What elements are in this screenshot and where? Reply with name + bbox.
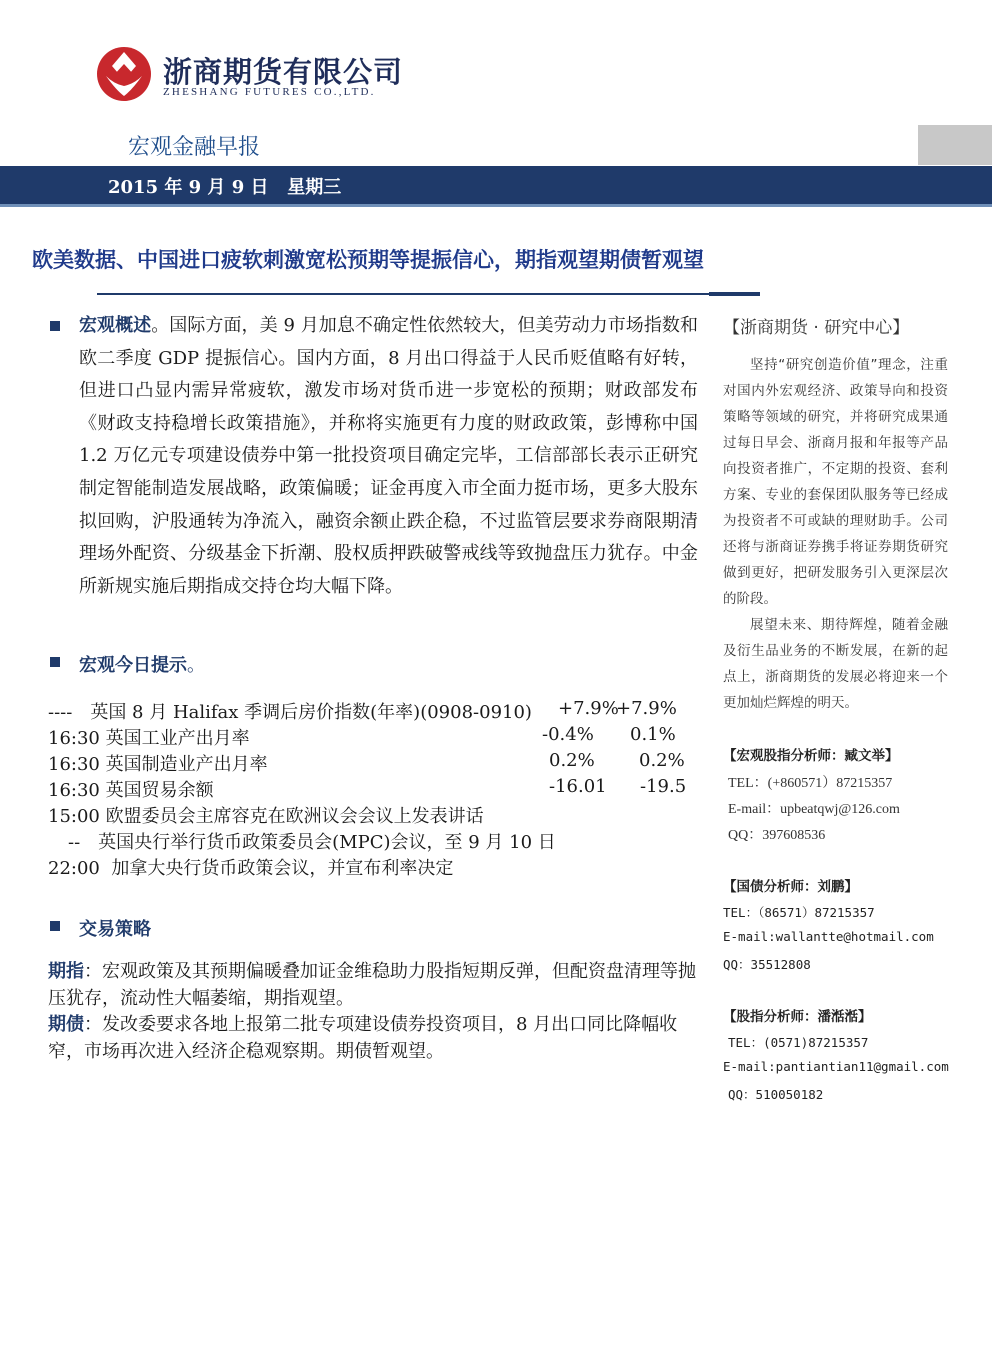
event-forecast: +7.9% [616,698,677,719]
strategy-heading: 交易策略 [79,919,151,940]
strategy-futures: 期指：宏观政策及其预期偏暖叠加证金维稳助力股指短期反弹，但配资盘清理等抛压犹存，流动性大幅萎缩，期指观望。 [48,961,696,1009]
headline-rule [97,293,709,295]
event-row: ---- 英国 8 月 Halifax 季调后房价指数(年率)(0908-0910) [48,702,532,723]
analyst-tel: TEL：（86571）87215357 [723,905,875,920]
event-forecast: 0.1% [630,724,676,745]
event-forecast: -19.5 [640,776,687,797]
sidebar-outlook: 展望未来、期待辉煌，随着金融及衍生品业务的不断发展，在新的起点上，浙商期货的发展必将迎来一个更加灿烂辉煌的明天。 [723,617,948,711]
event-prev: +7.9% [558,698,619,719]
headline: 欧美数据、中国进口疲软刺激宽松预期等提振信心，期指观望期债暂观望 [32,248,704,272]
analyst-tel: TEL：(+860571）87215357 [728,776,893,791]
analyst-email: E-mail：upbeatqwj@126.com [728,802,900,817]
analyst-tel: TEL：(0571)87215357 [728,1035,869,1050]
analyst-qq: QQ：35512808 [723,957,811,972]
event-row: 16:30 英国制造业产出月率 [48,754,268,775]
event-row: 22:00 加拿大央行货币政策会议，并宣布利率决定 [48,858,454,879]
sidebar-title: 【浙商期货 · 研究中心】 [723,318,910,338]
analyst-heading: 【宏观股指分析师：臧文举】 [723,748,899,764]
event-row: 16:30 英国贸易余额 [48,780,214,801]
overview-text: 。国际方面，美 9 月加息不确定性依然较大，但美劳动力市场指数和欧二季度 GDP 提振信心。国内方面，8 月出口得益于人民币贬值略有好转，但进口凸显内需异常疲软，激发市场对货币进一步宽松的预期；财政部发布《财政支持稳增长政策措施》，并称将实施更有力度的财政政策，彭博称中国 1.2 万亿元专项建设债券中第一批投资项目确定完毕，工信部部长表示正研究制定智能制造发展战略，政策偏暖；证金再度入市全面力挺市场，更多大股东拟回购，沪股通转为净流入，融资余额止跌企稳，不过监管层要求券商限期清理场外配资、分级基金下折潮、股权质押跌破警戒线等致抛盘压力犹存。中金所新规实施后期指成交持仓均大幅下降。 [79,315,698,597]
event-prev: -16.01 [549,776,607,797]
header-grey-block [918,125,992,165]
analyst-email: E-mail:pantiantian11@gmail.com [723,1059,949,1074]
analyst-email: E-mail:wallantte@hotmail.com [723,929,934,944]
event-row: -- 英国央行举行货币政策委员会(MPC)会议，至 9 月 10 日 [68,832,556,853]
today-heading: 宏观今日提示。 [79,655,205,676]
report-date: 2015 年 9 月 9 日 星期三 [108,177,342,198]
macro-overview [79,310,698,603]
event-prev: -0.4% [542,724,594,745]
event-prev: 0.2% [549,750,595,771]
bullet-square-icon [50,921,60,931]
report-title: 宏观金融早报 [128,135,261,160]
event-forecast: 0.2% [639,750,685,771]
overview-label: 宏观概述 [79,315,152,336]
analyst-qq: QQ：397608536 [728,828,826,843]
analyst-qq: QQ：510050182 [728,1087,824,1102]
strategy-bonds: 期债：发改委要求各地上报第二批专项建设债券投资项目，8 月出口同比降幅收窄，市场再次进入经济企稳观察期。期债暂观望。 [48,1014,678,1062]
analyst-heading: 【股指分析师：潘湉湉】 [723,1009,872,1025]
company-name-cn: 浙商期货有限公司 [163,55,404,89]
company-name-en: ZHESHANG FUTURES CO.,LTD. [163,86,376,98]
bullet-square-icon [50,321,60,331]
event-row: 15:00 欧盟委员会主席容克在欧洲议会会议上发表讲话 [48,806,484,827]
event-row: 16:30 英国工业产出月率 [48,728,250,749]
zheshang-logo-icon [96,46,152,102]
headline-rule-accent [709,292,760,296]
sidebar-intro: 坚持“研究创造价值”理念，注重对国内外宏观经济、政策导向和投资策略等领域的研究，并将研究成果通过每日早会、浙商月报和年报等产品向投资者推广，不定期的投资、套利方案、专业的套保团队服务等已经成为投资者不可或缺的理财助手。公司还将与浙商证券携手将证券期货研究做到更好，把研发服务引入更深层次的阶段。 [723,357,948,607]
analyst-heading: 【国债分析师：刘鹏】 [723,879,858,895]
bullet-square-icon [50,657,60,667]
